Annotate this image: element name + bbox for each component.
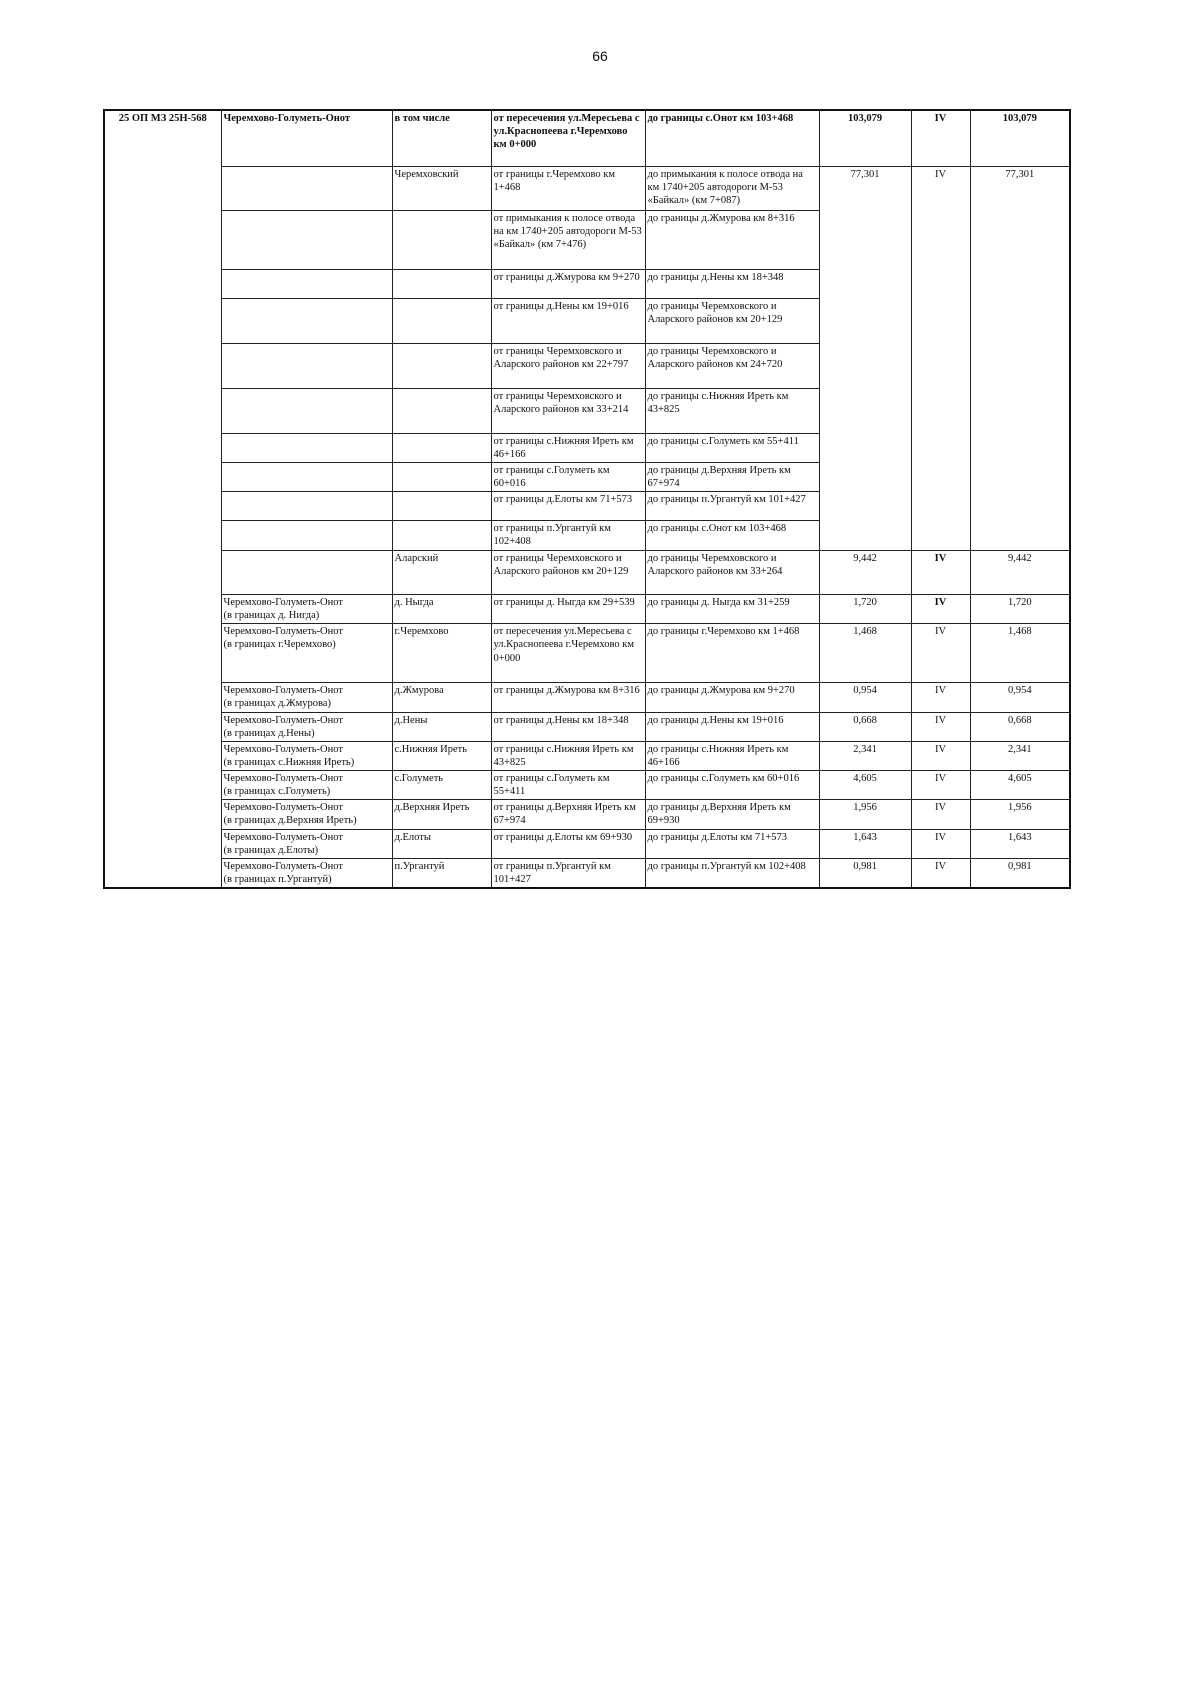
name-cell: [221, 800, 392, 829]
name-cell: [221, 298, 392, 343]
road-code: 25 ОП МЗ 25Н-568: [104, 110, 221, 888]
table-row: [104, 595, 1070, 624]
table-row: [104, 624, 1070, 683]
name-cell: [221, 771, 392, 800]
name-cell: [221, 210, 392, 269]
from-cell: от границы д.Жмурова км 9+270: [491, 269, 645, 298]
road-name-line: Черемхово-Голуметь-Онот: [223, 597, 343, 608]
from-cell: от границы г.Черемхово км 1+468: [491, 166, 645, 210]
to-cell: до границы д.Нены км 19+016: [645, 712, 819, 741]
table-row: [104, 683, 1070, 712]
to-cell: до границы д. Ныгда км 31+259: [645, 595, 819, 624]
to-cell: до границы д.Верхняя Иреть км 67+974: [645, 462, 819, 491]
district-cell: [392, 462, 491, 491]
name-cell: [221, 521, 392, 551]
from-cell: от границы д.Елоты км 69+930: [491, 829, 645, 858]
place-cell: д.Елоты: [392, 829, 491, 858]
from-cell: от границы с.Голуметь км 60+016: [491, 462, 645, 491]
settlement-bounds-line: (в границах п.Ургантуй): [223, 873, 332, 885]
length-cell: 0,954: [819, 683, 911, 712]
name-cell: [221, 858, 392, 888]
category-cell: IV: [911, 683, 970, 712]
length-total-cell: 1,956: [970, 800, 1070, 829]
to-cell: до границы г.Черемхово км 1+468: [645, 624, 819, 683]
length-total-cell: 4,605: [970, 771, 1070, 800]
district-cell: в том числе: [392, 110, 491, 166]
place-cell: г.Черемхово: [392, 624, 491, 683]
place-cell: д.Верхняя Иреть: [392, 800, 491, 829]
length-cell: 2,341: [819, 741, 911, 770]
place-cell: д.Жмурова: [392, 683, 491, 712]
district-cell: Черемховский: [392, 166, 491, 210]
settlement-bounds-line: (в границах д.Нены): [223, 727, 315, 739]
category-cell: IV: [911, 829, 970, 858]
name-cell: [221, 712, 392, 741]
name-cell: [221, 269, 392, 298]
road-name-line: Черемхово-Голуметь-Онот: [223, 831, 343, 843]
length-total-cell: 77,301: [970, 166, 1070, 551]
length-cell: 9,442: [819, 551, 911, 595]
name-cell: [221, 595, 392, 624]
table-row: [104, 858, 1070, 888]
length-cell: 77,301: [819, 166, 911, 551]
settlement-bounds-line: (в границах д.Елоты): [223, 844, 319, 856]
road-name-line: Черемхово-Голуметь-Онот: [223, 860, 343, 872]
length-cell: 1,643: [819, 829, 911, 858]
length-total-cell: 0,981: [970, 858, 1070, 888]
district-cell: [392, 388, 491, 433]
name-cell: [221, 551, 392, 595]
length-total-cell: 1,468: [970, 624, 1070, 683]
from-cell: от границы с.Голуметь км 55+411: [491, 771, 645, 800]
table-body: [104, 110, 1070, 888]
category-cell: IV: [911, 595, 970, 624]
to-cell: до границы п.Ургантуй км 101+427: [645, 492, 819, 521]
name-cell: [221, 741, 392, 770]
to-cell: до границы д.Нены км 18+348: [645, 269, 819, 298]
name-cell: [221, 492, 392, 521]
length-total-cell: 1,643: [970, 829, 1070, 858]
table-row: [104, 771, 1070, 800]
to-cell: до границы п.Ургантуй км 102+408: [645, 858, 819, 888]
length-cell: 0,668: [819, 712, 911, 741]
from-cell: от границы с.Нижняя Иреть км 43+825: [491, 741, 645, 770]
to-cell: до границы с.Нижняя Иреть км 43+825: [645, 388, 819, 433]
to-cell: до границы с.Нижняя Иреть км 46+166: [645, 741, 819, 770]
table-row: [104, 166, 1070, 210]
category-cell: IV: [911, 166, 970, 551]
road-name-line: Черемхово-Голуметь-Онот: [223, 685, 343, 697]
category-cell: IV: [911, 771, 970, 800]
from-cell: от границы п.Ургантуй км 102+408: [491, 521, 645, 551]
place-cell: д. Ныгда: [392, 595, 491, 624]
place-cell: п.Ургантуй: [392, 858, 491, 888]
district-cell: [392, 433, 491, 462]
name-cell: [221, 388, 392, 433]
district-cell: [392, 210, 491, 269]
table-row: [104, 800, 1070, 829]
district-cell: Аларский: [392, 551, 491, 595]
length-total-cell: 0,668: [970, 712, 1070, 741]
table-row: [104, 741, 1070, 770]
from-cell: от границы д.Жмурова км 8+316: [491, 683, 645, 712]
category-cell: IV: [911, 110, 970, 166]
table-row-header: [104, 110, 1070, 166]
from-cell: от границы д.Нены км 19+016: [491, 298, 645, 343]
category-cell: IV: [911, 624, 970, 683]
to-cell: до границы с.Голуметь км 60+016: [645, 771, 819, 800]
settlement-bounds-line: (в границах с.Голуметь): [223, 786, 331, 798]
from-cell: от примыкания к полосе отвода на км 1740+205 автодороги М-53 «Байкал» (км 7+476): [491, 210, 645, 269]
to-cell: до границы с.Онот км 103+468: [645, 521, 819, 551]
road-name-line: Черемхово-Голуметь-Онот: [223, 714, 343, 726]
length-total-cell: 9,442: [970, 551, 1070, 595]
road-name-line: Черемхово-Голуметь-Онот: [223, 626, 343, 638]
road-name-line: Черемхово-Голуметь-Онот: [223, 802, 343, 814]
place-cell: д.Нены: [392, 712, 491, 741]
road-name-line: Черемхово-Голуметь-Онот: [223, 773, 343, 784]
length-cell: 1,468: [819, 624, 911, 683]
from-cell: от границы с.Нижняя Иреть км 46+166: [491, 433, 645, 462]
name-cell: [221, 462, 392, 491]
district-cell: [392, 343, 491, 388]
district-cell: [392, 269, 491, 298]
settlement-bounds-line: (в границах с.Нижняя Иреть): [223, 756, 355, 768]
to-cell: до примыкания к полосе отвода на км 1740+205 автодороги М-53 «Байкал» (км 7+087): [645, 166, 819, 210]
settlement-bounds-line: (в границах д.Верхняя Иреть): [223, 815, 357, 827]
to-cell: до границы д.Жмурова км 8+316: [645, 210, 819, 269]
name-cell: [221, 166, 392, 210]
table-row: [104, 551, 1070, 595]
category-cell: IV: [911, 712, 970, 741]
to-cell: до границы д.Жмурова км 9+270: [645, 683, 819, 712]
name-cell: [221, 624, 392, 683]
to-cell: до границы Черемховского и Аларского районов км 24+720: [645, 343, 819, 388]
length-total-cell: 2,341: [970, 741, 1070, 770]
district-cell: [392, 298, 491, 343]
length-total-cell: 103,079: [970, 110, 1070, 166]
road-table: [103, 109, 1071, 889]
from-cell: от границы Черемховского и Аларского районов км 20+129: [491, 551, 645, 595]
name-cell: [221, 829, 392, 858]
from-cell: от границы Черемховского и Аларского районов км 22+797: [491, 343, 645, 388]
from-cell: от границы Черемховского и Аларского районов км 33+214: [491, 388, 645, 433]
category-cell: IV: [911, 741, 970, 770]
category-cell: IV: [911, 800, 970, 829]
category-cell: IV: [911, 551, 970, 595]
to-cell: до границы д.Елоты км 71+573: [645, 829, 819, 858]
place-cell: с.Нижняя Иреть: [392, 741, 491, 770]
length-total-cell: 1,720: [970, 595, 1070, 624]
from-cell: от границы д.Елоты км 71+573: [491, 492, 645, 521]
length-cell: 103,079: [819, 110, 911, 166]
table-row: [104, 712, 1070, 741]
from-cell: от границы д.Нены км 18+348: [491, 712, 645, 741]
from-cell: от пересечения ул.Мересьева с ул.Краснопеева г.Черемхово км 0+000: [491, 110, 645, 166]
to-cell: до границы с.Голуметь км 55+411: [645, 433, 819, 462]
settlement-bounds-line: (в границах д. Нигда): [223, 610, 320, 622]
page-number: 66: [592, 48, 608, 64]
from-cell: от границы п.Ургантуй км 101+427: [491, 858, 645, 888]
road-name-line: Черемхово-Голуметь-Онот: [223, 743, 343, 755]
settlement-bounds-line: (в границах г.Черемхово): [223, 639, 336, 651]
to-cell: до границы Черемховского и Аларского районов км 20+129: [645, 298, 819, 343]
name-cell: [221, 683, 392, 712]
place-cell: с.Голуметь: [392, 771, 491, 800]
road-name: Черемхово-Голуметь-Онот: [221, 110, 392, 166]
length-cell: 1,720: [819, 595, 911, 624]
length-cell: 0,981: [819, 858, 911, 888]
from-cell: от пересечения ул.Мересьева с ул.Краснопеева г.Черемхово км 0+000: [491, 624, 645, 683]
to-cell: до границы с.Онот км 103+468: [645, 110, 819, 166]
from-cell: от границы д.Верхняя Иреть км 67+974: [491, 800, 645, 829]
name-cell: [221, 433, 392, 462]
category-cell: IV: [911, 858, 970, 888]
district-cell: [392, 492, 491, 521]
district-cell: [392, 521, 491, 551]
length-total-cell: 0,954: [970, 683, 1070, 712]
from-cell: от границы д. Ныгда км 29+539: [491, 595, 645, 624]
to-cell: до границы д.Верхняя Иреть км 69+930: [645, 800, 819, 829]
table-row: [104, 829, 1070, 858]
length-cell: 4,605: [819, 771, 911, 800]
to-cell: до границы Черемховского и Аларского районов км 33+264: [645, 551, 819, 595]
length-cell: 1,956: [819, 800, 911, 829]
name-cell: [221, 343, 392, 388]
settlement-bounds-line: (в границах д.Жмурова): [223, 698, 331, 710]
